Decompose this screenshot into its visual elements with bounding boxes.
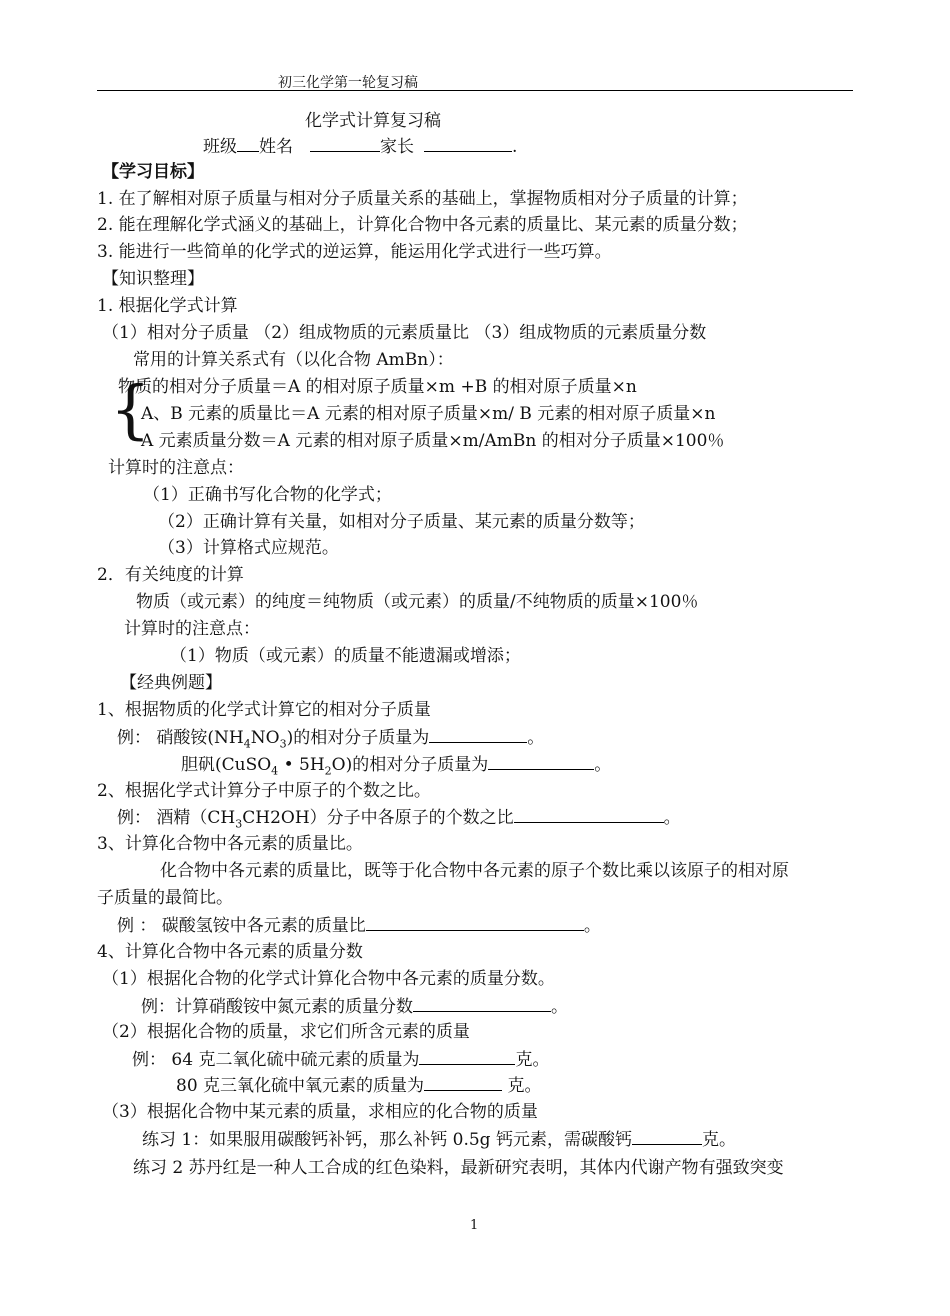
calc-types: （1）相对分子质量 （2）组成物质的元素质量比 （3）组成物质的元素质量分数	[102, 323, 707, 343]
sub-title: （3）根据化合物中某元素的质量，求相应的化合物的质量	[102, 1102, 538, 1122]
class-blank[interactable]	[237, 135, 259, 152]
class-label: 班级	[203, 137, 237, 157]
answer-blank[interactable]	[632, 1128, 702, 1145]
example-line: 80 克三氧化硫中氧元素的质量为 克。	[176, 1076, 542, 1096]
note-item: （2）正确计算有关量，如相对分子质量、某元素的质量分数等；	[158, 512, 645, 532]
goal-item: 1. 在了解相对原子质量与相对分子质量关系的基础上，掌握物质相对分子质量的计算；	[97, 189, 748, 209]
parent-label: 家长	[380, 137, 414, 157]
calc-intro: 常用的计算关系式有（以化合物 AmBn）：	[133, 350, 454, 370]
name-blank[interactable]	[310, 135, 380, 152]
notes-title: 计算时的注意点：	[108, 458, 244, 478]
exercise-line: 练习 2 苏丹红是一种人工合成的红色染料，最新研究表明，其体内代谢产物有强致突变	[133, 1158, 784, 1178]
answer-blank[interactable]	[413, 995, 551, 1012]
formula-brace: {	[110, 373, 151, 447]
section-title: 1. 根据化学式计算	[97, 296, 238, 316]
knowledge-heading: 【知识整理】	[102, 269, 204, 289]
example-line: 例： 硝酸铵$(NH_4NO_3)$的相对分子质量为 。	[117, 728, 545, 751]
notes-title: 计算时的注意点：	[124, 619, 260, 639]
sub-title: （1）根据化合物的化学式计算化合物中各元素的质量分数。	[102, 969, 555, 989]
goals-heading: 【学习目标】	[102, 162, 204, 182]
note-item: （1）正确书写化合物的化学式；	[143, 485, 392, 505]
paragraph-line: 化合物中各元素的质量比，既等于化合物中各元素的原子个数比乘以该原子的相对原	[160, 861, 789, 881]
header-rule	[97, 90, 853, 91]
example-line: 胆矾(CuSO$_4$ • $5H_2O$)的相对分子质量为 。	[181, 755, 612, 778]
formula-line: 物质的相对分子质量＝A 的相对原子质量×m +B 的相对原子质量×n	[118, 377, 637, 397]
page-number: 1	[470, 1218, 479, 1233]
parent-blank[interactable]	[424, 135, 512, 152]
example-title: 1、根据物质的化学式计算它的相对分子质量	[97, 700, 431, 720]
goal-item: 3. 能进行一些简单的化学式的逆运算，能运用化学式进行一些巧算。	[97, 242, 612, 262]
example-line: 例 ： 碳酸氢铵中各元素的质量比 。	[117, 916, 601, 936]
example-line: 例：计算硝酸铵中氮元素的质量分数 。	[141, 997, 568, 1017]
example-title: 4、计算化合物中各元素的质量分数	[97, 942, 363, 962]
answer-blank[interactable]	[488, 753, 594, 770]
formula-line: A 元素质量分数＝A 元素的相对原子质量×m/AmBn 的相对分子质量×100％	[141, 431, 725, 451]
example-title: 2、根据化学式计算分子中原子的个数之比。	[97, 781, 431, 801]
answer-blank[interactable]	[424, 1074, 502, 1091]
sub-title: （2）根据化合物的质量，求它们所含元素的质量	[102, 1022, 470, 1042]
purity-formula: 物质（或元素）的纯度＝纯物质（或元素）的质量/不纯物质的质量×100％	[136, 592, 699, 612]
answer-blank[interactable]	[366, 914, 584, 931]
answer-blank[interactable]	[419, 1048, 515, 1065]
note-item: （1）物质（或元素）的质量不能遗漏或增添；	[170, 646, 521, 666]
section-title: 2．有关纯度的计算	[97, 565, 244, 585]
example-line: 例： 酒精$(CH_3CH2OH)$分子中各原子的个数之比 。	[117, 808, 681, 831]
example-title: 3、计算化合物中各元素的质量比。	[97, 834, 363, 854]
answer-blank[interactable]	[429, 726, 527, 743]
examples-heading: 【经典例题】	[120, 673, 222, 693]
running-header: 初三化学第一轮复习稿	[278, 75, 418, 91]
student-info-line: 班级 姓名 家长 .	[203, 137, 518, 157]
example-line: 例： 64 克二氧化硫中硫元素的质量为 克。	[132, 1050, 550, 1070]
goal-item: 2. 能在理解化学式涵义的基础上，计算化合物中各元素的质量比、某元素的质量分数；	[97, 215, 748, 235]
name-label: 姓名	[259, 137, 293, 157]
formula-line: A、B 元素的质量比＝A 元素的相对原子质量×m/ B 元素的相对原子质量×n	[141, 404, 716, 424]
answer-blank[interactable]	[514, 806, 664, 823]
exercise-line: 练习 1：如果服用碳酸钙补钙，那么补钙 0.5g 钙元素，需碳酸钙 克。	[142, 1130, 736, 1150]
doc-title: 化学式计算复习稿	[305, 111, 441, 131]
note-item: （3）计算格式应规范。	[158, 538, 339, 558]
paragraph-line: 子质量的最简比。	[97, 888, 233, 908]
